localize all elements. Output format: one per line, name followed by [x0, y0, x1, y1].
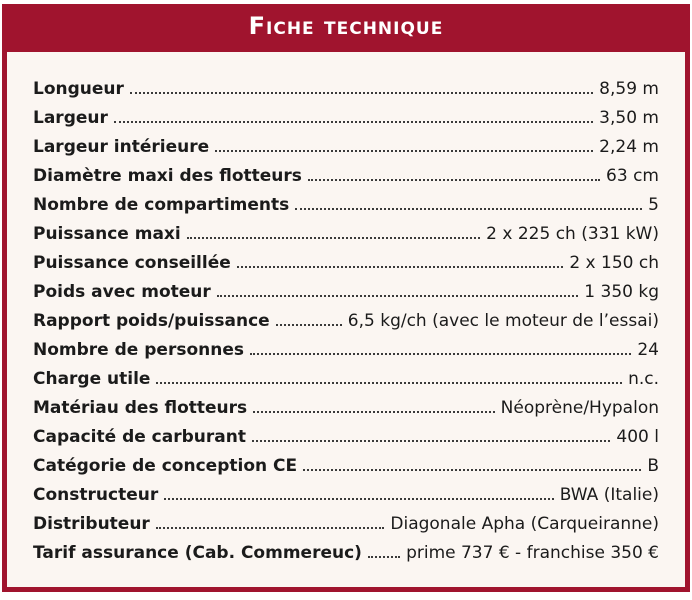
- spec-label: Puissance conseillée: [33, 253, 231, 273]
- spec-label: Capacité de carburant: [33, 427, 246, 447]
- spec-value: 2 x 150 ch: [569, 253, 659, 273]
- dot-leader: [114, 121, 593, 123]
- spec-value: 24: [637, 340, 659, 360]
- spec-value: 3,50 m: [599, 108, 659, 128]
- spec-value: 63 cm: [606, 166, 659, 186]
- dot-leader: [295, 208, 642, 210]
- spec-row: [33, 186, 659, 215]
- spec-label: Puissance maxi: [33, 224, 181, 244]
- spec-label: Rapport poids/puissance: [33, 311, 270, 331]
- spec-value: Néoprène/Hypalon: [500, 398, 659, 418]
- spec-row: [33, 534, 659, 563]
- spec-row: [33, 447, 659, 476]
- spec-label: Catégorie de conception CE: [33, 456, 298, 476]
- spec-row: [33, 418, 659, 447]
- spec-label: Largeur: [33, 108, 108, 128]
- spec-row: [33, 302, 659, 331]
- spec-row: [33, 331, 659, 360]
- spec-value: BWA (Italie): [559, 485, 659, 505]
- dot-leader: [217, 295, 578, 297]
- dot-leader: [250, 353, 631, 355]
- spec-value: 6,5 kg/ch (avec le moteur de l’essai): [347, 311, 659, 331]
- spec-row: [33, 389, 659, 418]
- spec-label: Matériau des flotteurs: [33, 398, 248, 418]
- spec-value: Diagonale Apha (Carqueiranne): [390, 514, 659, 534]
- spec-label: Diamètre maxi des flotteurs: [33, 166, 302, 186]
- dot-leader: [164, 498, 554, 500]
- spec-row: [33, 70, 659, 99]
- dot-leader: [215, 150, 593, 152]
- dot-leader: [308, 179, 600, 181]
- spec-label: Nombre de compartiments: [33, 195, 290, 215]
- spec-row: [33, 360, 659, 389]
- spec-row: [33, 505, 659, 534]
- spec-value: 1 350 kg: [584, 282, 659, 302]
- dot-leader: [130, 92, 593, 94]
- spec-list: [33, 70, 659, 563]
- spec-sheet: [2, 4, 690, 592]
- spec-value: n.c.: [628, 369, 659, 389]
- spec-label: Distributeur: [33, 514, 150, 534]
- spec-label: Charge utile: [33, 369, 151, 389]
- page-title: Fiche technique: [248, 12, 444, 40]
- spec-label: Nombre de personnes: [33, 340, 244, 360]
- spec-row: [33, 476, 659, 505]
- dot-leader: [156, 382, 622, 384]
- dot-leader: [368, 556, 400, 558]
- spec-row: [33, 157, 659, 186]
- dot-leader: [253, 411, 494, 413]
- spec-row: [33, 244, 659, 273]
- dot-leader: [276, 324, 342, 326]
- spec-value: 2 x 225 ch (331 kW): [486, 224, 659, 244]
- dot-leader: [187, 237, 480, 239]
- spec-panel: [7, 52, 685, 587]
- spec-label: Constructeur: [33, 485, 159, 505]
- spec-row: [33, 215, 659, 244]
- spec-value: B: [647, 456, 659, 476]
- dot-leader: [237, 266, 564, 268]
- dot-leader: [303, 469, 641, 471]
- dot-leader: [156, 527, 385, 529]
- spec-value: 5: [648, 195, 659, 215]
- spec-value: 8,59 m: [599, 79, 659, 99]
- spec-row: [33, 128, 659, 157]
- spec-label: Longueur: [33, 79, 124, 99]
- spec-row: [33, 99, 659, 128]
- spec-value: 2,24 m: [599, 137, 659, 157]
- spec-label: Largeur intérieure: [33, 137, 210, 157]
- spec-label: Poids avec moteur: [33, 282, 211, 302]
- spec-row: [33, 273, 659, 302]
- title-banner: [2, 4, 690, 48]
- spec-value: 400 l: [616, 427, 659, 447]
- spec-label: Tarif assurance (Cab. Commereuc): [33, 543, 362, 563]
- dot-leader: [252, 440, 610, 442]
- spec-value: prime 737 € - franchise 350 €: [406, 543, 659, 563]
